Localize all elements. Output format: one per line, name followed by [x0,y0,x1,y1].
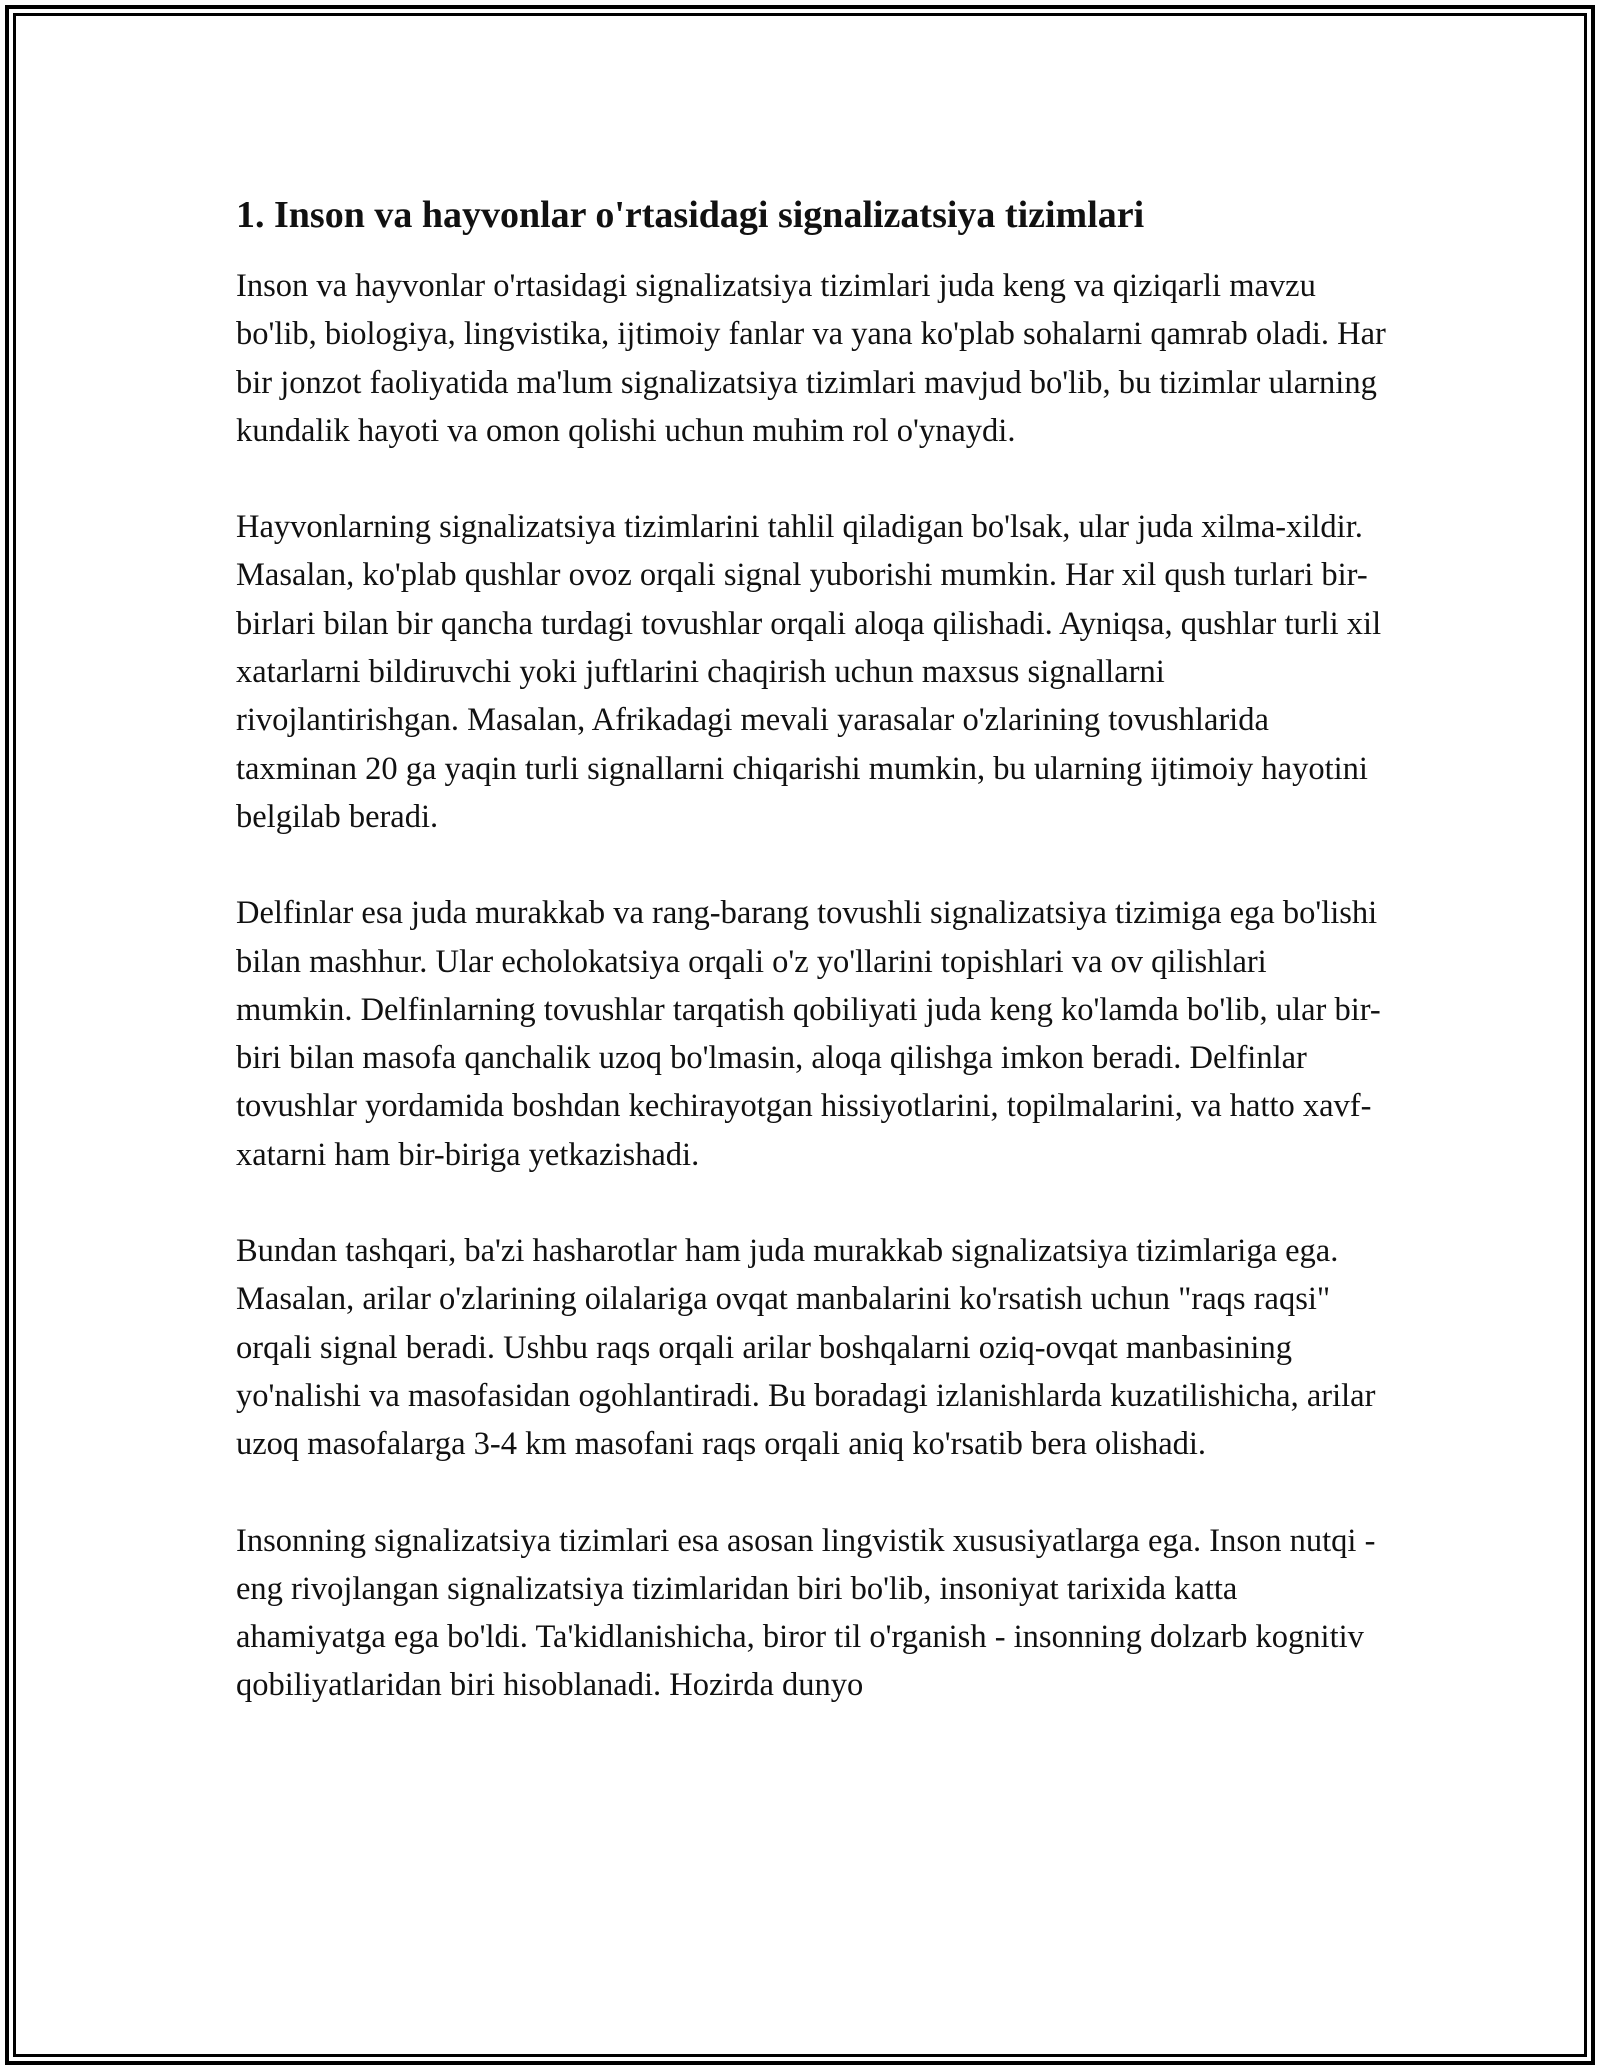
section-heading: 1. Inson va hayvonlar o'rtasidagi signalizatsiya tizimlari [236,194,1145,236]
paragraph-5: Insonning signalizatsiya tizimlari esa asosan lingvistik xususiyatlarga ega. Inson nutqi - eng rivojlangan signalizatsiya tizimlaridan biri bo'lib, insoniyat tarixida katta ahamiyatga ega bo'ldi. Ta'kidlanishicha, biror til o'rganish - insonning dolzarb kognitiv qobiliyatlaridan biri hisoblanadi. Hozirda dunyo [236,1522,1376,1704]
paragraph-3: Delfinlar esa juda murakkab va rang-barang tovushli signalizatsiya tizimiga ega bo'lishi bilan mashhur. Ular echolokatsiya orqali o'z yo'llarini topishlari va ov qilishlari mumkin. Delfinlarning tovushlar tarqatish qobiliyati juda keng ko'lamda bo'lib, ular bir-biri bilan masofa qanchalik uzoq bo'lmasin, aloqa qilishga imkon beradi. Delfinlar tovushlar yordamida boshdan kechirayotgan hissiyotlarini, topilmalarini, va hatto xavf-xatarni ham bir-biriga yetkazishadi. [236,895,1381,1173]
paragraph-2: Hayvonlarning signalizatsiya tizimlarini tahlil qiladigan bo'lsak, ular juda xilma-xildir. Masalan, ko'plab qushlar ovoz orqali signal yuborishi mumkin. Har xil qush turlari bir-birlari bilan bir qancha turdagi tovushlar orqali aloqa qilishadi. Ayniqsa, qushlar turli xil xatarlarni bildiruvchi yoki juftlarini chaqirish uchun maxsus signallarni rivojlantirishgan. Masalan, Afrikadagi mevali yarasalar o'zlarining tovushlarida taxminan 20 ga yaqin turli signallarni chiqarishi mumkin, bu ularning ijtimoiy hayotini belgilab beradi. [236,509,1382,835]
paragraph-4: Bundan tashqari, ba'zi hasharotlar ham juda murakkab signalizatsiya tizimlariga ega. Masalan, arilar o'zlarining oilalariga ovqat manbalarini ko'rsatish uchun "raqs raqsi" orqali signal beradi. Ushbu raqs orqali arilar boshqalarni oziq-ovqat manbasining yo'nalishi va masofasidan ogohlantiradi. Bu boradagi izlanishlarda kuzatilishicha, arilar uzoq masofalarga 3-4 km masofani raqs orqali aniq ko'rsatib bera olishadi. [236,1233,1376,1463]
paragraph-1: Inson va hayvonlar o'rtasidagi signalizatsiya tizimlari juda keng va qiziqarli mavzu bo'lib, biologiya, lingvistika, ijtimoiy fanlar va yana ko'plab sohalarni qamrab oladi. Har bir jonzot faoliyatida ma'lum signalizatsiya tizimlari mavjud bo'lib, bu tizimlar ularning kundalik hayoti va omon qolishi uchun muhim rol o'ynaydi. [236,268,1386,449]
document-page [236,190,1386,1758]
